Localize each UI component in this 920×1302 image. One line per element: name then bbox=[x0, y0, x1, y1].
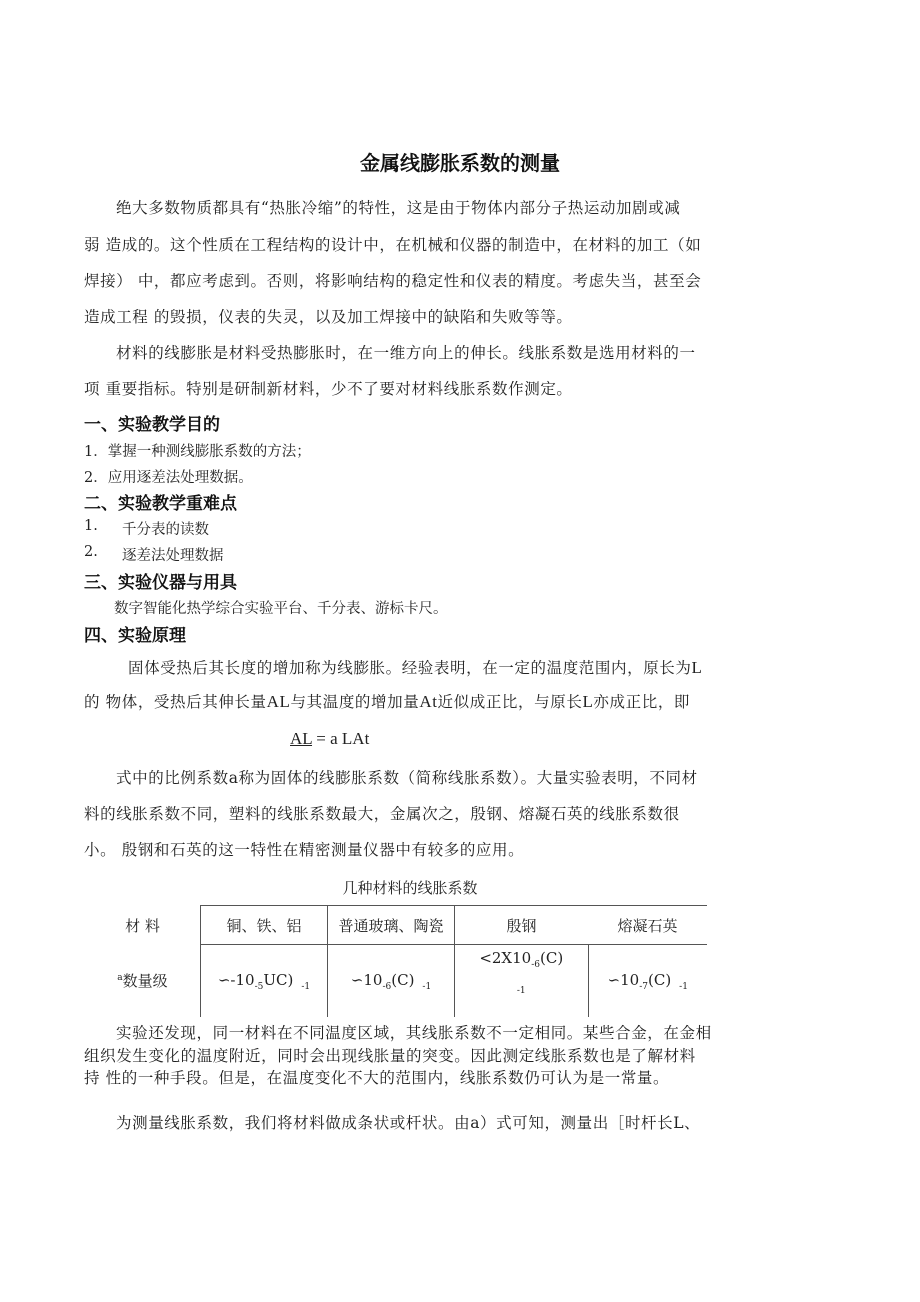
table-cell-metals bbox=[201, 945, 328, 1018]
objective-item-2: 2．应用逐差法处理数据。 bbox=[84, 470, 253, 486]
row-label-a: a bbox=[117, 973, 123, 984]
principle-p2-line3: 小。 殷钢和石英的这一特性在精密测量仪器中有较多的应用。 bbox=[84, 841, 525, 859]
cell-invar-sub: -6 bbox=[531, 959, 540, 970]
cell-quartz-sub: -7 bbox=[639, 981, 648, 992]
table-header-metals: 铜、铁、铝 bbox=[201, 906, 328, 945]
section-heading-principle: 四、实验原理 bbox=[84, 626, 186, 646]
intro-p1-line1: 绝大多数物质都具有“热胀冷缩”的特性，这是由于物体内部分子热运动加剧或减 bbox=[116, 199, 681, 217]
symbol-AL: AL bbox=[266, 692, 291, 711]
difficulty-item-2-num: 2. bbox=[84, 544, 98, 560]
difficulty-item-2-text: 逐差法处理数据 bbox=[122, 548, 224, 564]
table-header-glass: 普通玻璃、陶瓷 bbox=[328, 906, 455, 945]
cell-invar-tail: (C) bbox=[539, 948, 564, 967]
cell-metals-tail: UC) bbox=[263, 970, 294, 989]
principle-p2-line2: 料的线胀系数不同，塑料的线胀系数最大，金属次之，殷钢、熔凝石英的线胀系数很 bbox=[84, 805, 680, 823]
table-cell-glass bbox=[328, 945, 455, 1018]
difficulty-item-1-num: 1. bbox=[84, 518, 98, 534]
table-row-label bbox=[85, 945, 201, 1018]
table-caption: 几种材料的线胀系数 bbox=[342, 879, 478, 897]
principle-text-b2: 与其温度的增加量 bbox=[290, 693, 420, 711]
intro-p2-line1: 材料的线膨胀是材料受热膨胀时，在一维方向上的伸长。线胀系数是选用材料的一 bbox=[116, 344, 696, 362]
symbol-At: At bbox=[419, 692, 438, 711]
section-heading-objectives: 一、实验教学目的 bbox=[84, 415, 220, 435]
cell-quartz-exp: -1 bbox=[679, 981, 688, 992]
difficulty-item-1-text: 千分表的读数 bbox=[122, 522, 209, 538]
cell-invar-main: <2X10 bbox=[479, 948, 532, 967]
row-label-text: 数量级 bbox=[122, 972, 168, 991]
cell-metals-main: ∽-10 bbox=[217, 970, 255, 989]
after-p1-line1: 实验还发现，同一材料在不同温度区域，其线胀系数不一定相同。某些合金，在金相 bbox=[116, 1024, 712, 1042]
cell-quartz-tail: (C) bbox=[647, 970, 672, 989]
instruments-text: 数字智能化热学综合实验平台、千分表、游标卡尺。 bbox=[114, 601, 448, 617]
principle-text-b1: 的 物体，受热后其伸长量 bbox=[84, 693, 267, 711]
section-heading-instruments: 三、实验仪器与用具 bbox=[84, 573, 237, 593]
principle-p1-line2 bbox=[84, 690, 690, 712]
principle-text-b4: 亦成正比，即 bbox=[593, 693, 691, 711]
after-p1-line2: 组织发生变化的温度附近，同时会出现线胀量的突变。因此测定线胀系数也是了解材料 bbox=[84, 1047, 696, 1065]
after-p2: 为测量线胀系数，我们将材料做成条状或杆状。由a）式可知，测量出［时杆长L、 bbox=[116, 1114, 701, 1132]
formula-lhs: AL bbox=[290, 729, 313, 748]
cell-glass-exp: -1 bbox=[422, 981, 432, 992]
objective-item-1: 1．掌握一种测线膨胀系数的方法； bbox=[84, 444, 311, 460]
coefficient-table bbox=[85, 905, 707, 1017]
table-header-quartz: 熔凝石英 bbox=[588, 906, 707, 945]
table-cell-quartz bbox=[588, 945, 707, 1018]
after-p1-line3: 持 性的一种手段。但是，在温度变化不大的范围内，线胀系数仍可认为是一常量。 bbox=[84, 1069, 670, 1087]
cell-metals-sub: -5 bbox=[254, 981, 264, 992]
section-heading-difficulties: 二、实验教学重难点 bbox=[84, 494, 237, 514]
cell-glass-main: ∽10 bbox=[350, 970, 383, 989]
cell-metals-exp: -1 bbox=[301, 981, 311, 992]
intro-p1-line2: 弱 造成的。这个性质在工程结构的设计中，在机械和仪器的制造中，在材料的加工（如 bbox=[84, 236, 702, 254]
intro-p1-line4: 造成工程 的毁损，仪表的失灵，以及加工焊接中的缺陷和失败等等。 bbox=[84, 308, 573, 326]
principle-p2-line1: 式中的比例系数a称为固体的线膨胀系数（简称线胀系数）。大量实验表明，不同材 bbox=[116, 769, 698, 787]
principle-p1-text-a: 固体受热后其长度的增加称为线膨胀。经验表明，在一定的温度范围内，原长为 bbox=[128, 659, 692, 677]
intro-p1-line3: 焊接） 中，都应考虑到。否则，将影响结构的稳定性和仪表的精度。考虑失当，甚至会 bbox=[84, 272, 702, 290]
formula-rhs: = a LAt bbox=[312, 729, 370, 748]
intro-p2-line2: 项 重要指标。特别是研制新材料，少不了要对材料线胀系数作测定。 bbox=[84, 380, 573, 398]
symbol-L2: L bbox=[582, 692, 594, 711]
formula bbox=[290, 729, 369, 749]
table-header-material: 材 料 bbox=[125, 916, 160, 935]
cell-invar-exp: -1 bbox=[516, 985, 526, 996]
principle-text-b3: 近似成正比，与原长 bbox=[437, 693, 583, 711]
table-header-invar: 殷钢 bbox=[455, 906, 589, 945]
principle-p1-line1 bbox=[128, 656, 703, 678]
page-title: 金属线膨胀系数的测量 bbox=[360, 151, 560, 175]
table-cell-invar bbox=[455, 945, 589, 1018]
cell-glass-sub: -6 bbox=[382, 981, 392, 992]
cell-glass-tail: (C) bbox=[391, 970, 415, 989]
symbol-L: L bbox=[691, 658, 703, 677]
cell-quartz-main: ∽10 bbox=[607, 970, 640, 989]
